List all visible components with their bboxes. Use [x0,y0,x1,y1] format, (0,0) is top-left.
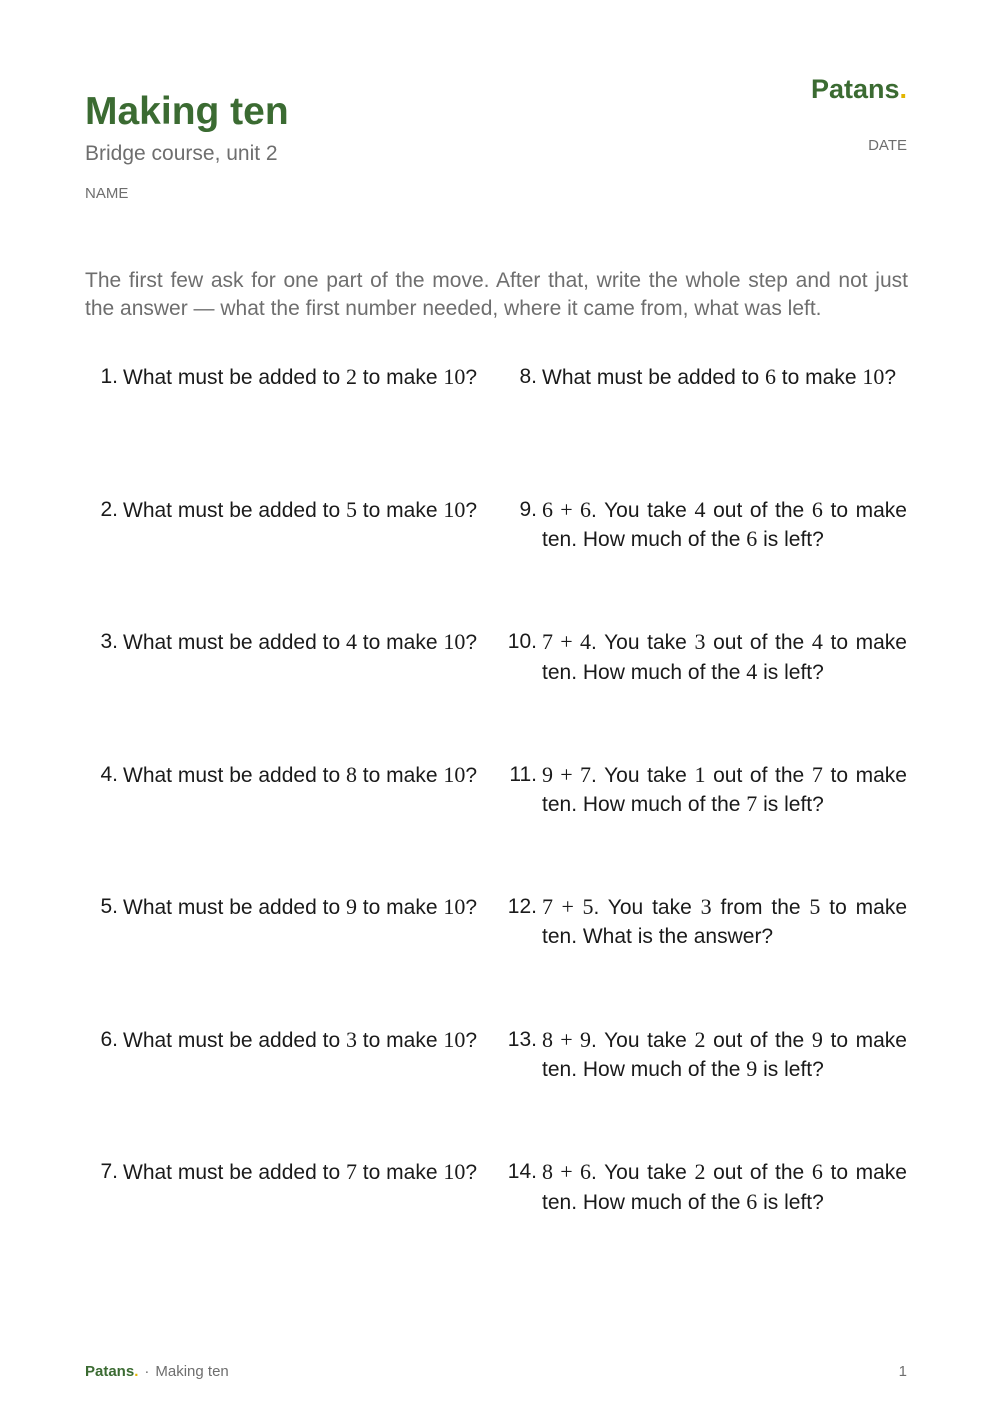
math-expression: 9 [345,894,357,919]
footer-doc-title: Making ten [155,1363,229,1380]
question-text-segment: to make [356,896,444,919]
question-text-segment: . You take [591,1028,695,1052]
footer-brand [85,1363,138,1380]
question-text [542,628,907,687]
footer-brand-name: Patans [85,1363,135,1380]
math-expression: 2 [345,364,357,389]
question-text-segment: ? [465,366,478,389]
question-text-segment: to make [356,366,444,389]
question-text [123,1026,488,1056]
question-text-segment: What must be added to [123,1028,346,1052]
question-item [504,496,907,629]
question-text-segment: out of the [705,763,812,787]
question-text-segment: to make ten. How much of the [542,1161,907,1214]
question-text-segment: to make [356,763,444,787]
question-item [504,1026,907,1159]
question-text-segment: . You take [593,896,701,919]
math-expression: 6 [746,526,758,551]
question-text [542,893,907,951]
question-number: 11. [509,762,537,786]
question-text [123,761,488,791]
math-expression: 3 [345,1026,357,1052]
question-item [504,893,907,1026]
question-item [85,761,488,894]
question-text-segment: is left? [757,1190,824,1214]
math-expression: 9 [746,1056,758,1081]
math-expression: 4 [694,496,706,522]
question-number: 1. [100,365,118,388]
question-text-segment: from the [711,896,810,919]
question-text-segment: . You take [591,1161,695,1184]
question-text-segment: is left? [757,793,824,816]
question-number: 3. [100,630,118,653]
question-text [123,628,488,658]
question-text-segment: to make ten. How much of the [542,1028,907,1081]
question-text-segment: What must be added to [123,1161,346,1184]
question-text-segment: ? [884,366,897,389]
question-text-segment: to make [356,1161,444,1184]
math-expression: 7 [811,761,823,787]
question-text-segment: ? [465,763,478,787]
question-text-segment: to make ten. What is the answer? [542,896,908,948]
question-text-segment: to make [775,366,863,389]
question-text-segment: ? [465,896,478,919]
date-label: DATE [868,137,907,154]
question-text-segment: is left? [757,1058,824,1081]
question-item [85,1158,488,1291]
math-expression: 8 + 6 [542,1159,591,1184]
question-item [85,363,488,496]
math-expression: 9 [811,1026,823,1052]
math-expression: 1 [694,761,706,787]
math-expression: 10 [443,761,466,787]
math-expression: 10 [443,496,466,522]
question-number: 10. [507,630,537,653]
instructions: The first few ask for one part of the move. After that, write the whole step and not just the answer — what the first number needed, where it came from, what was left. [85,269,908,320]
math-expression: 7 [345,1159,357,1184]
question-text-segment: ? [465,1161,478,1184]
question-text-segment: . You take [591,498,695,522]
question-text-segment: to make ten. How much of the [542,763,907,816]
question-text-segment: What must be added to [123,763,346,787]
question-number: 6. [100,1027,118,1051]
math-expression: 6 [811,1159,823,1184]
question-text-segment: . You take [591,631,695,654]
question-number: 9. [519,497,537,521]
math-expression: 4 [746,658,758,684]
question-item [504,628,907,761]
question-text-segment: to make ten. How much of the [542,631,907,684]
question-text-segment: to make [356,1028,444,1052]
question-text-segment: What must be added to [123,896,346,919]
question-number: 12. [507,895,537,918]
question-number: 14. [507,1160,537,1183]
math-expression: 6 + 6 [542,496,591,522]
math-expression: 7 [746,791,758,816]
question-item [85,1026,488,1159]
question-number: 8. [519,365,537,388]
question-text [123,1158,488,1188]
math-expression: 10 [443,364,466,389]
question-text [542,363,907,393]
question-text-segment: out of the [705,1161,812,1184]
math-expression: 6 [746,1188,758,1214]
math-expression: 7 + 5 [542,894,594,919]
page-subtitle: Bridge course, unit 2 [85,142,278,165]
question-text [123,496,488,526]
question-text-segment: What must be added to [123,631,346,654]
question-text-segment: out of the [705,498,812,522]
math-expression: 10 [862,364,885,389]
brand-name: Patans [810,74,900,104]
question-number: 13. [507,1027,537,1051]
question-item [85,496,488,629]
question-text [123,893,488,923]
math-expression: 10 [443,1026,466,1052]
math-expression: 4 [345,629,357,654]
footer-separator: · [144,1363,150,1380]
math-expression: 4 [811,629,823,654]
question-text [542,496,907,555]
math-expression: 5 [809,894,821,919]
question-text-segment: . You take [591,763,695,787]
question-text [123,363,488,393]
question-text-segment: to make [356,498,444,522]
math-expression: 6 [764,364,776,389]
math-expression: 8 + 9 [542,1026,591,1052]
brand-dot: . [899,74,907,104]
question-number: 4. [100,762,118,786]
question-text [542,1158,907,1217]
math-expression: 10 [443,894,466,919]
question-number: 5. [100,895,118,918]
questions-column-right [504,363,907,1291]
math-expression: 8 [345,761,357,787]
question-text [542,1026,907,1085]
math-expression: 9 + 7 [542,761,591,787]
footer-brand-dot: . [134,1363,139,1380]
question-text-segment: ? [465,1028,478,1052]
question-text-segment: to make ten. How much of the [542,498,907,551]
math-expression: 2 [694,1159,706,1184]
math-expression: 5 [345,496,357,522]
question-item [85,628,488,761]
question-text-segment: out of the [705,631,812,654]
math-expression: 10 [443,629,466,654]
question-text-segment: is left? [757,660,824,684]
math-expression: 2 [694,1026,706,1052]
brand-logo [811,74,907,105]
page-number: 1 [898,1363,907,1380]
question-number: 7. [100,1160,118,1183]
question-text-segment: What must be added to [542,366,765,389]
math-expression: 3 [694,629,706,654]
question-item [85,893,488,1026]
questions-column-left [85,363,488,1291]
page-title: Making ten [85,90,289,133]
question-text [542,761,907,820]
question-number: 2. [100,497,118,521]
question-item [504,363,907,496]
name-label: NAME [85,185,129,202]
math-expression: 6 [811,496,823,522]
question-text-segment: What must be added to [123,498,346,522]
question-item [504,761,907,894]
question-text-segment: ? [465,631,478,654]
question-text-segment: to make [356,631,444,654]
math-expression: 3 [700,894,712,919]
question-text-segment: What must be added to [123,366,346,389]
question-text-segment: is left? [757,528,824,551]
math-expression: 7 + 4 [542,629,591,654]
math-expression: 10 [443,1159,466,1184]
question-text-segment: out of the [705,1028,812,1052]
footer [85,1363,229,1380]
question-item [504,1158,907,1291]
question-text-segment: ? [465,498,478,522]
